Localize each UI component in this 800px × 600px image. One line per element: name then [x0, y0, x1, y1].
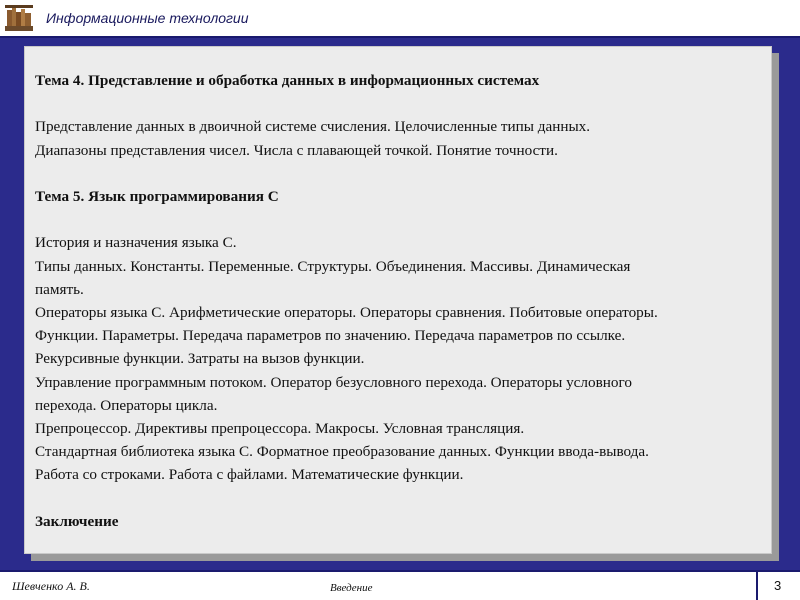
- topic5-line: История и назначения языка С.: [35, 234, 237, 252]
- topic5-line: память.: [35, 280, 84, 298]
- topic5-line: Функции. Параметры. Передача параметров по значению. Передача параметров по ссылке.: [35, 327, 626, 345]
- page-number: 3: [774, 578, 782, 593]
- topic5-line: Операторы языка С. Арифметические операторы. Операторы сравнения. Побитовые операторы.: [35, 303, 658, 321]
- topic5-line: перехода. Операторы цикла.: [35, 396, 218, 414]
- topic5-line: Препроцессор. Директивы препроцессора. Макросы. Условная трансляция.: [35, 420, 525, 437]
- topic5-line: Рекурсивные функции. Затраты на вызов функции.: [35, 350, 365, 368]
- slide-footer: [0, 570, 800, 600]
- footer-divider: [0, 570, 800, 572]
- footer-page-divider: [756, 572, 758, 600]
- books-icon: [4, 4, 34, 32]
- topic5-line: Стандартная библиотека языка С. Форматное преобразование данных. Функции ввода-вывода.: [35, 443, 649, 461]
- footer-section: Введение: [330, 582, 373, 594]
- footer-author: Шевченко А. В.: [12, 579, 90, 593]
- slide-header: [0, 0, 800, 38]
- topic5-line: Управление программным потоком. Оператор безусловного перехода. Операторы условного: [35, 373, 632, 391]
- topic5-heading: Тема 5. Язык программирования С: [35, 187, 279, 205]
- conclusion-heading: Заключение: [35, 512, 119, 530]
- topic4-heading: Тема 4. Представление и обработка данных в информационных системах: [35, 72, 540, 89]
- topic5-line: Типы данных. Константы. Переменные. Структуры. Объединения. Массивы. Динамическая: [35, 257, 631, 275]
- content-card: [24, 46, 772, 554]
- topic4-line: Представление данных в двоичной системе счисления. Целочисленные типы данных.: [35, 118, 591, 136]
- topic4-line: Диапазоны представления чисел. Числа с плавающей точкой. Понятие точности.: [35, 141, 558, 159]
- topic5-line: Работа со строками. Работа с файлами. Математические функции.: [35, 466, 464, 484]
- header-title: Информационные технологии: [46, 10, 249, 26]
- slide-content: [35, 69, 765, 533]
